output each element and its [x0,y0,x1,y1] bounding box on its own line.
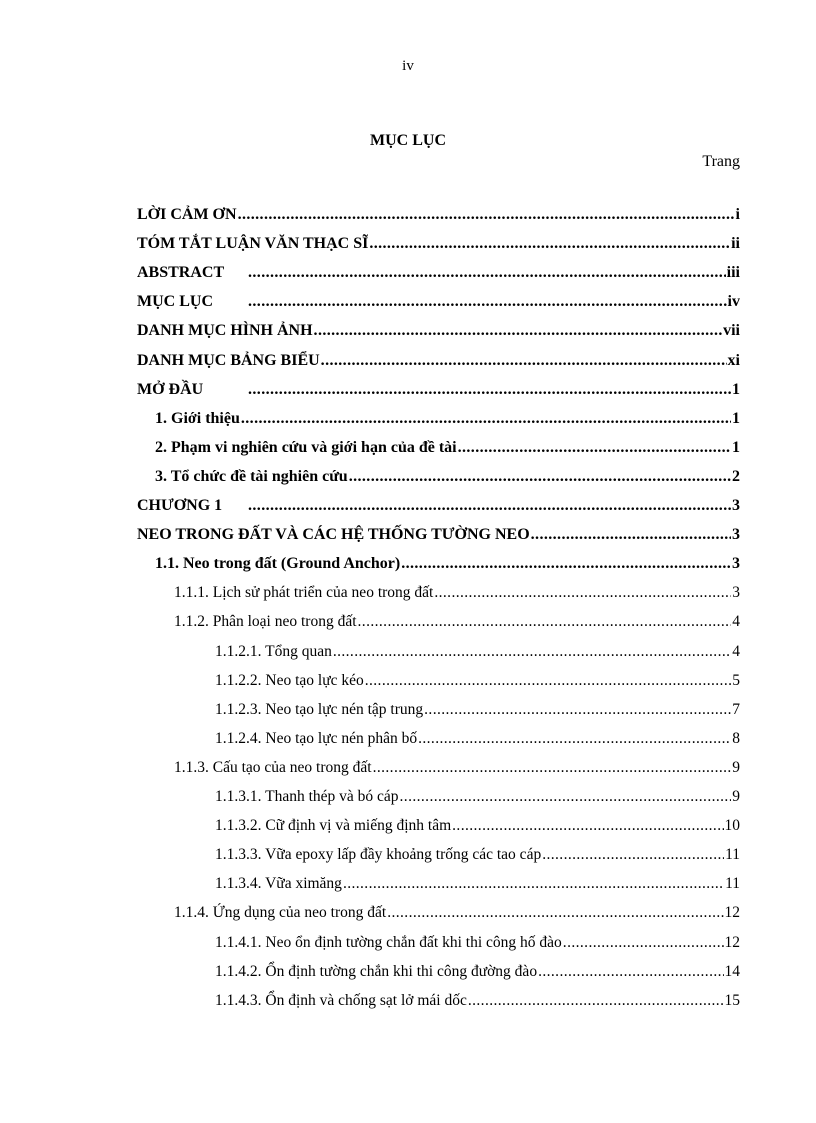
toc-dot-leader [458,437,731,459]
toc-entry-page: 11 [725,875,740,893]
toc-entry-label: 1.1.4.1. Neo ổn định tường chắn đất khi thi công hố đào [215,933,562,951]
toc-entry-page: 4 [732,642,740,660]
toc-entry [137,233,740,255]
toc-entry-label: 1.1.4.2. Ổn định tường chắn khi thi công đường đào [215,962,538,980]
toc-entry-page: 10 [724,817,740,835]
toc-entry-label: DANH MỤC HÌNH ẢNH [137,322,313,340]
toc-dot-leader [369,233,730,255]
page-number: iv [402,58,414,74]
toc-dot-leader [333,641,731,663]
toc-entry-label: 1.1.3.1. Thanh thép và bó cáp [215,788,399,805]
toc-entry [215,670,740,692]
toc-entry-page: 8 [732,729,740,747]
toc-entry [174,582,740,604]
toc-entry-label: 2. Phạm vi nghiên cứu và giới hạn của đề tài [155,438,457,456]
toc-entry [155,466,740,488]
toc-dot-leader [343,873,724,895]
toc-entry-label: DANH MỤC BẢNG BIỂU [137,351,320,369]
toc-dot-leader [248,379,731,401]
toc-entry [155,553,740,575]
toc-title: MỤC LỤC [370,132,446,149]
toc-entry [215,786,740,808]
toc-entry-page: 1 [732,438,740,456]
toc-entry-label: 1. Giới thiệu [155,409,240,427]
toc-entry-label: 1.1.2.2. Neo tạo lực kéo [215,671,364,689]
toc-entry [155,437,740,459]
toc-entry [137,379,740,401]
toc-dot-leader [452,815,723,837]
toc-entry-page: 12 [724,933,740,951]
toc-entry-page: xi [727,351,740,369]
toc-entry [215,932,740,954]
toc-entry [215,699,740,721]
toc-dot-leader [424,699,731,721]
toc-entry-page: iv [727,293,740,311]
toc-entry-page: 9 [732,758,740,776]
toc-dot-leader [434,582,731,604]
toc-entry-label: NEO TRONG ĐẤT VÀ CÁC HỆ THỐNG TƯỜNG NEO [137,526,530,544]
toc-entry-label: TÓM TẮT LUẬN VĂN THẠC SĨ [137,235,369,253]
toc-entry-label: 1.1.2.3. Neo tạo lực nén tập trung [215,700,424,718]
toc-entry-label: 1.1.3.4. Vữa ximăng [215,875,342,893]
toc-dot-leader [358,611,732,633]
toc-entry-page: 2 [732,467,740,485]
toc-entry-page: vii [723,322,740,340]
toc-entry-label: 1.1.4.3. Ổn định và chống sạt lở mái dốc [215,991,467,1009]
toc-entry-label: 1.1. Neo trong đất (Ground Anchor) [155,555,401,573]
toc-entry-label: 1.1.3. Cấu tạo của neo trong đất [174,758,372,776]
toc-dot-leader [314,320,723,342]
toc-entry [137,495,740,517]
toc-dot-leader [321,350,727,372]
toc-entry-page: i [735,206,740,223]
toc-entry-page: 1 [732,409,740,427]
toc-dot-leader [349,466,731,488]
toc-entry-page: 15 [724,991,740,1009]
toc-entry [215,961,740,983]
toc-entry-page: 9 [732,788,740,805]
toc-entry-label: 1.1.1. Lịch sử phát triển của neo trong đất [174,584,434,602]
toc-entry-page: 14 [724,962,740,980]
toc-entry-page: 1 [732,380,740,398]
toc-entry-page: iii [726,264,740,282]
toc-entry [174,757,740,779]
toc-entry-label: MỞ ĐẦU [137,380,204,398]
toc-entry [137,524,740,546]
toc-entry [137,320,740,342]
toc-entry-label: 1.1.3.3. Vữa epoxy lấp đầy khoảng trống các tao cáp [215,846,542,864]
toc-entry-label: LỜI CẢM ƠN [137,206,237,223]
toc-dot-leader [248,262,726,284]
toc-entry-label: 1.1.2. Phân loại neo trong đất [174,613,357,631]
toc-entry [137,291,740,313]
toc-dot-leader [248,495,731,517]
toc-dot-leader [248,291,727,313]
toc-entry-page: 12 [724,904,740,922]
toc-dot-leader [538,961,723,983]
toc-entry [215,990,740,1012]
toc-entry-page: 3 [732,584,740,602]
toc-entry [137,204,740,226]
toc-entry-label: 1.1.2.4. Neo tạo lực nén phân bố [215,729,418,747]
toc-entry-page: 5 [732,671,740,689]
toc-dot-leader [418,728,731,750]
toc-dot-leader [238,204,735,226]
toc-entry-page: 11 [725,846,740,864]
toc-entry-page: 3 [732,555,740,573]
toc-entry [215,728,740,750]
toc-dot-leader [542,844,724,866]
toc-dot-leader [387,902,723,924]
toc-dot-leader [563,932,724,954]
toc-entry-page: 7 [732,700,740,718]
toc-entry-label: MỤC LỤC [137,293,213,311]
toc-entry [155,408,740,430]
toc-entry-label: CHƯƠNG 1 [137,497,223,514]
toc-dot-leader [531,524,731,546]
toc-entry [137,350,740,372]
toc-dot-leader [365,670,732,692]
toc-entry-page: 3 [732,526,740,544]
toc-dot-leader [373,757,732,779]
toc-entry [174,902,740,924]
toc-entry [215,873,740,895]
toc-entry-page: 4 [732,613,740,631]
toc-entry-label: 1.1.4. Ứng dụng của neo trong đất [174,904,387,922]
toc-entry [215,844,740,866]
toc-entry [215,815,740,837]
toc-entry-page: ii [731,235,740,253]
toc-entry-label: 1.1.3.2. Cữ định vị và miếng định tâm [215,817,452,835]
toc-entry [137,262,740,284]
page-column-label: Trang [702,153,740,170]
toc-entry-label: 3. Tổ chức đề tài nghiên cứu [155,467,348,485]
toc-dot-leader [468,990,724,1012]
toc-dot-leader [241,408,731,430]
toc-entry [174,611,740,633]
toc-entry-page: 3 [732,497,740,514]
toc-dot-leader [401,553,731,575]
toc-dot-leader [400,786,732,808]
toc-entry-label: 1.1.2.1. Tổng quan [215,642,332,660]
toc-entry [215,641,740,663]
toc-entry-label: ABSTRACT [137,264,225,282]
